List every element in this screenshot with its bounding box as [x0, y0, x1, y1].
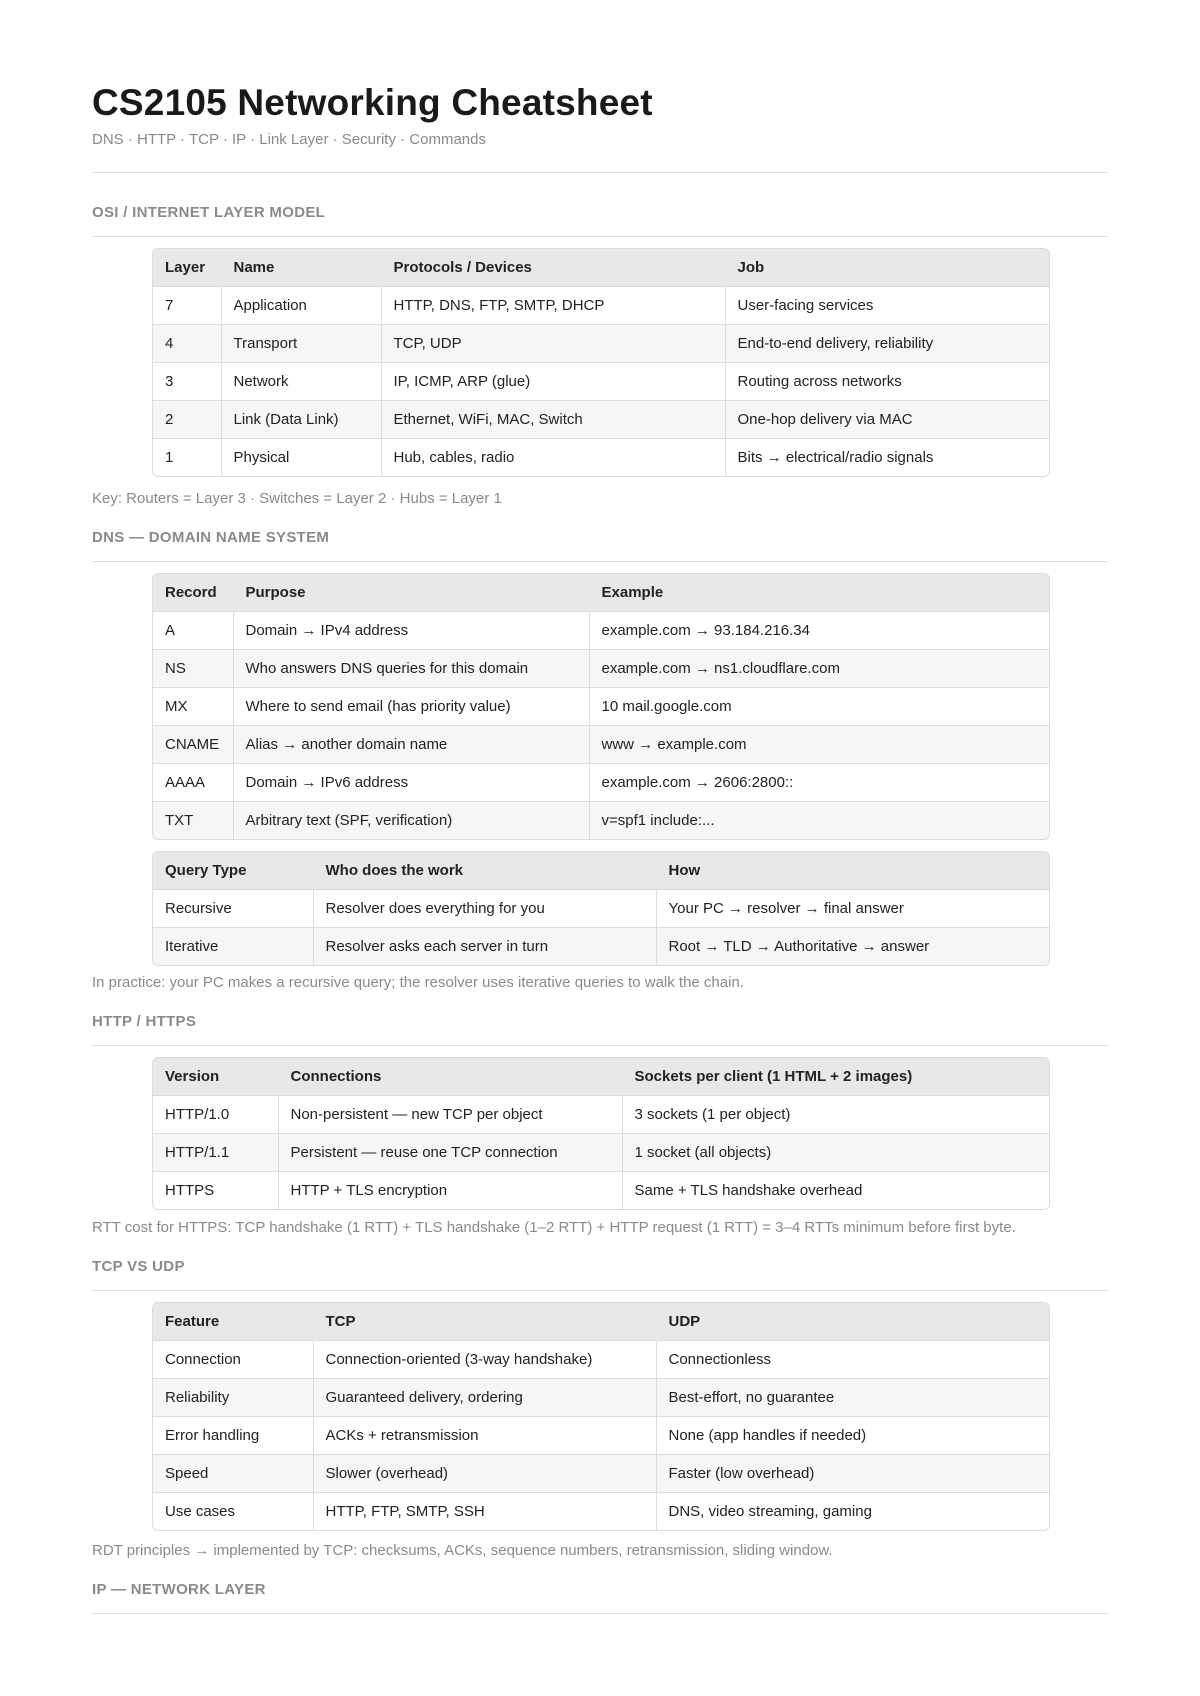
table-cell: A — [153, 611, 233, 649]
table-cell: Physical — [221, 438, 381, 476]
table-cell: 4 — [153, 324, 221, 362]
table-cell: DNS, video streaming, gaming — [656, 1492, 1049, 1530]
table-row — [153, 1171, 1049, 1209]
table-cell: 7 — [153, 286, 221, 324]
table-row — [153, 1454, 1049, 1492]
table-header-row — [153, 852, 1049, 889]
table-cell: User-facing services — [725, 286, 1049, 324]
table-cell: CNAME — [153, 725, 233, 763]
column-header: How — [656, 852, 1049, 889]
table-cell: Speed — [153, 1454, 313, 1492]
table-cell: Connection — [153, 1340, 313, 1378]
table-row — [153, 889, 1049, 927]
table-cell: Ethernet, WiFi, MAC, Switch — [381, 400, 725, 438]
table-cell: TCP, UDP — [381, 324, 725, 362]
table-cell: example.com → 93.184.216.34 — [589, 611, 1049, 649]
table-cell: 2 — [153, 400, 221, 438]
table-cell: Persistent — reuse one TCP connection — [278, 1133, 622, 1171]
table-row — [153, 1416, 1049, 1454]
table-row — [153, 400, 1049, 438]
http-rtt-note: RTT cost for HTTPS: TCP handshake (1 RTT) + TLS handshake (1–2 RTT) + HTTP request (1 RTT) = 3–4 RTTs minimum before first byte. — [92, 1219, 1016, 1236]
table-cell: Domain → IPv6 address — [233, 763, 589, 801]
table-header-row — [153, 574, 1049, 611]
table-cell: HTTP/1.1 — [153, 1133, 278, 1171]
column-header: Example — [589, 574, 1049, 611]
table-row — [153, 1378, 1049, 1416]
table-cell: Use cases — [153, 1492, 313, 1530]
table-cell: Non-persistent — new TCP per object — [278, 1095, 622, 1133]
table-row — [153, 1492, 1049, 1530]
table-cell: End-to-end delivery, reliability — [725, 324, 1049, 362]
table-row — [153, 438, 1049, 476]
section-dns-header — [92, 529, 1108, 546]
table-cell: Where to send email (has priority value) — [233, 687, 589, 725]
table-cell: example.com → 2606:2800:: — [589, 763, 1049, 801]
column-header: Record — [153, 574, 233, 611]
table-row — [153, 1133, 1049, 1171]
table-row — [153, 362, 1049, 400]
section-divider — [92, 1045, 1108, 1046]
column-header: Purpose — [233, 574, 589, 611]
table-cell: Guaranteed delivery, ordering — [313, 1378, 656, 1416]
table-cell: 10 mail.google.com — [589, 687, 1049, 725]
table-row — [153, 801, 1049, 839]
section-tcp-header — [92, 1258, 1108, 1275]
table-row — [153, 927, 1049, 965]
table-cell: ACKs + retransmission — [313, 1416, 656, 1454]
table-header-row — [153, 1303, 1049, 1340]
table-cell: Reliability — [153, 1378, 313, 1416]
table-cell: HTTP/1.0 — [153, 1095, 278, 1133]
table-cell: Routing across networks — [725, 362, 1049, 400]
table-cell: MX — [153, 687, 233, 725]
column-header: Layer — [153, 249, 221, 286]
table-row — [153, 763, 1049, 801]
table-cell: Network — [221, 362, 381, 400]
page-subtitle: DNS · HTTP · TCP · IP · Link Layer · Security · Commands — [92, 131, 486, 148]
table-cell: Error handling — [153, 1416, 313, 1454]
dns-practice-note: In practice: your PC makes a recursive query; the resolver uses iterative queries to walk the chain. — [92, 974, 744, 991]
section-title: OSI / INTERNET LAYER MODEL — [92, 204, 326, 221]
table-cell: Root → TLD → Authoritative → answer — [656, 927, 1049, 965]
column-header: Query Type — [153, 852, 313, 889]
table-cell: Same + TLS handshake overhead — [622, 1171, 1049, 1209]
table-cell: 1 socket (all objects) — [622, 1133, 1049, 1171]
table-row — [153, 725, 1049, 763]
table-cell: 3 — [153, 362, 221, 400]
table-cell: Application — [221, 286, 381, 324]
table-cell: Transport — [221, 324, 381, 362]
osi-key-note: Key: Routers = Layer 3 · Switches = Layer 2 · Hubs = Layer 1 — [92, 490, 502, 507]
section-divider — [92, 1613, 1108, 1614]
section-http-header — [92, 1013, 1108, 1030]
tcp-rdt-note: RDT principles → implemented by TCP: checksums, ACKs, sequence numbers, retransmission, sliding window. — [92, 1542, 833, 1559]
column-header: Who does the work — [313, 852, 656, 889]
table-cell: One-hop delivery via MAC — [725, 400, 1049, 438]
section-title: DNS — DOMAIN NAME SYSTEM — [92, 529, 330, 546]
column-header: Feature — [153, 1303, 313, 1340]
table-cell: HTTP, FTP, SMTP, SSH — [313, 1492, 656, 1530]
table-cell: Connection-oriented (3-way handshake) — [313, 1340, 656, 1378]
table-cell: 3 sockets (1 per object) — [622, 1095, 1049, 1133]
table-cell: AAAA — [153, 763, 233, 801]
table-cell: v=spf1 include:... — [589, 801, 1049, 839]
table-cell: Iterative — [153, 927, 313, 965]
table-cell: None (app handles if needed) — [656, 1416, 1049, 1454]
column-header: Name — [221, 249, 381, 286]
section-divider — [92, 1290, 1108, 1291]
table-row — [153, 1095, 1049, 1133]
section-ip-header — [92, 1581, 1108, 1598]
tcp-udp-table — [152, 1302, 1050, 1531]
column-header: UDP — [656, 1303, 1049, 1340]
table-cell: NS — [153, 649, 233, 687]
table-row — [153, 1340, 1049, 1378]
table-cell: Faster (low overhead) — [656, 1454, 1049, 1492]
table-row — [153, 687, 1049, 725]
header-divider — [92, 172, 1108, 173]
table-cell: HTTPS — [153, 1171, 278, 1209]
section-osi-header — [92, 204, 1108, 221]
page-title: CS2105 Networking Cheatsheet — [92, 82, 653, 123]
table-cell: Alias → another domain name — [233, 725, 589, 763]
table-cell: Hub, cables, radio — [381, 438, 725, 476]
section-divider — [92, 236, 1108, 237]
table-cell: Slower (overhead) — [313, 1454, 656, 1492]
table-cell: Resolver asks each server in turn — [313, 927, 656, 965]
table-cell: Your PC → resolver → final answer — [656, 889, 1049, 927]
section-title: HTTP / HTTPS — [92, 1013, 197, 1030]
table-row — [153, 286, 1049, 324]
table-cell: TXT — [153, 801, 233, 839]
table-cell: HTTP, DNS, FTP, SMTP, DHCP — [381, 286, 725, 324]
table-header-row — [153, 1058, 1049, 1095]
http-version-table — [152, 1057, 1050, 1210]
table-row — [153, 324, 1049, 362]
column-header: TCP — [313, 1303, 656, 1340]
table-row — [153, 611, 1049, 649]
table-cell: 1 — [153, 438, 221, 476]
column-header: Version — [153, 1058, 278, 1095]
table-row — [153, 649, 1049, 687]
section-title: TCP VS UDP — [92, 1258, 185, 1275]
table-cell: example.com → ns1.cloudflare.com — [589, 649, 1049, 687]
column-header: Sockets per client (1 HTML + 2 images) — [622, 1058, 1049, 1095]
table-cell: www → example.com — [589, 725, 1049, 763]
table-cell: Best-effort, no guarantee — [656, 1378, 1049, 1416]
section-title: IP — NETWORK LAYER — [92, 1581, 266, 1598]
table-cell: Who answers DNS queries for this domain — [233, 649, 589, 687]
table-cell: Link (Data Link) — [221, 400, 381, 438]
table-cell: Arbitrary text (SPF, verification) — [233, 801, 589, 839]
table-cell: Bits → electrical/radio signals — [725, 438, 1049, 476]
table-cell: Recursive — [153, 889, 313, 927]
column-header: Connections — [278, 1058, 622, 1095]
section-divider — [92, 561, 1108, 562]
dns-query-table — [152, 851, 1050, 966]
dns-record-table — [152, 573, 1050, 840]
column-header: Job — [725, 249, 1049, 286]
table-cell: HTTP + TLS encryption — [278, 1171, 622, 1209]
table-cell: IP, ICMP, ARP (glue) — [381, 362, 725, 400]
table-cell: Connectionless — [656, 1340, 1049, 1378]
table-cell: Domain → IPv4 address — [233, 611, 589, 649]
osi-layer-table — [152, 248, 1050, 477]
table-cell: Resolver does everything for you — [313, 889, 656, 927]
column-header: Protocols / Devices — [381, 249, 725, 286]
table-header-row — [153, 249, 1049, 286]
